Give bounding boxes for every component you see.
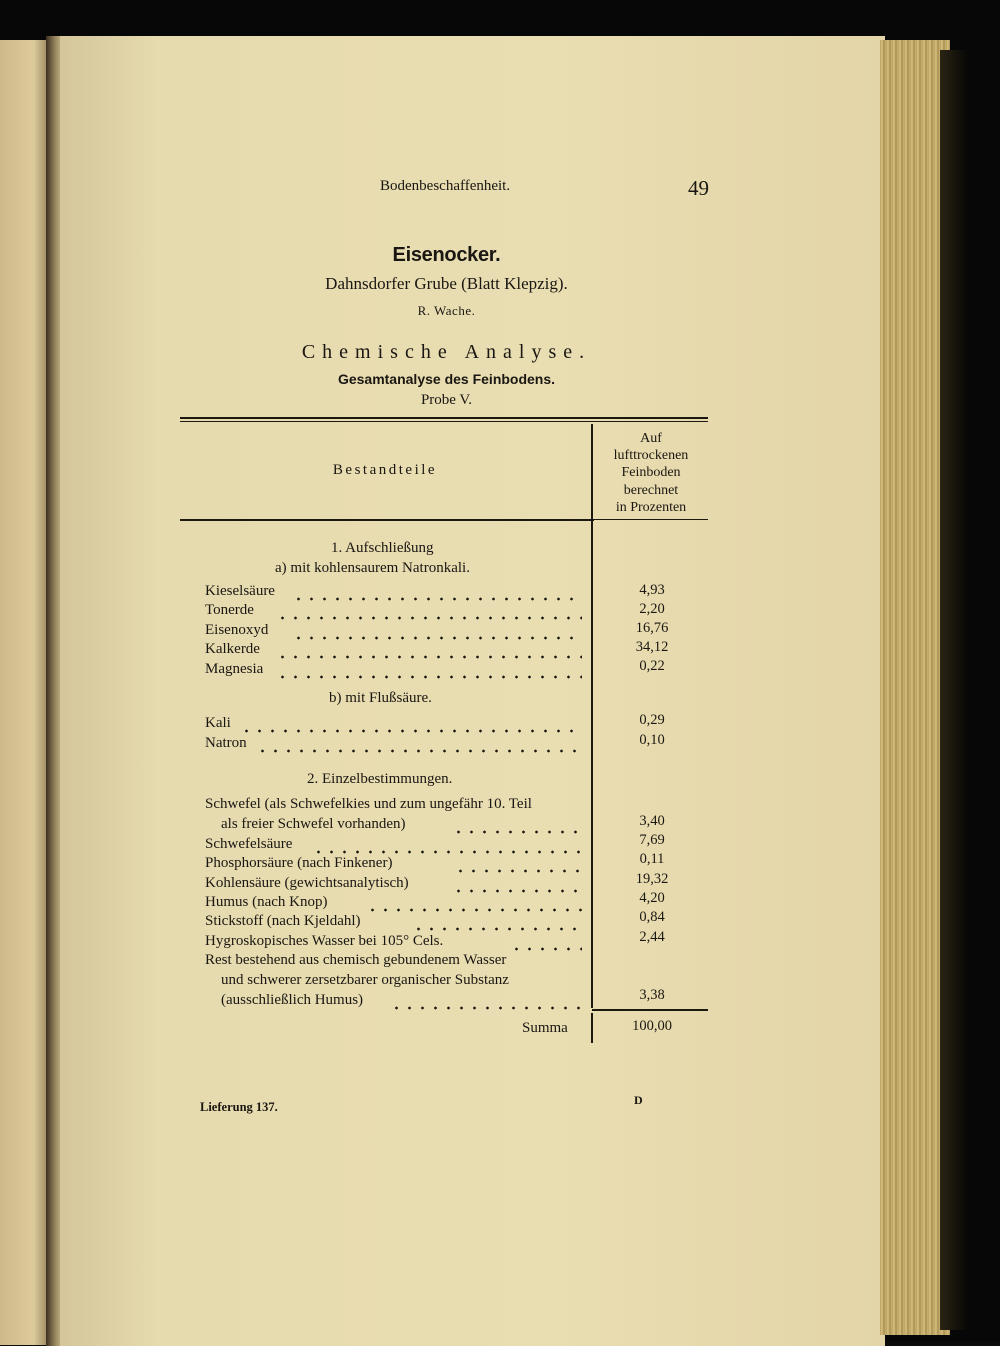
page-title: Eisenocker. <box>392 244 501 266</box>
table-row-value: 0,11 <box>639 851 665 867</box>
table-row-value: 0,29 <box>639 712 665 728</box>
table-row-label: Hygroskopisches Wasser bei 105° Cels. <box>205 933 444 949</box>
sample-label: Probe V. <box>420 392 473 408</box>
table-row-value: 0,10 <box>639 732 665 748</box>
dot-leader <box>276 616 582 620</box>
table-row-label: Schwefel (als Schwefelkies und zum ungefähr 10. Teil <box>205 796 532 812</box>
table-row-label: Kalkerde <box>205 641 260 657</box>
dot-leader <box>240 729 582 733</box>
facing-page-edge <box>0 40 48 1345</box>
table-row-value: 34,12 <box>635 639 669 655</box>
dot-leader <box>452 830 582 834</box>
table-row-label: Schwefelsäure <box>205 836 293 852</box>
table-row-label: Phosphorsäure (nach Finkener) <box>205 855 393 871</box>
location-subtitle: Dahnsdorfer Grube (Blatt Klepzig). <box>325 274 568 293</box>
table-row-label: Rest bestehend aus chemisch gebundenem Wasser <box>205 952 507 968</box>
table-row-value: 4,93 <box>639 582 665 598</box>
dot-leader <box>312 850 582 854</box>
table-row-label: Kohlensäure (gewichtsanalytisch) <box>205 875 409 891</box>
page-number: 49 <box>688 176 709 200</box>
table-row-value: 2,44 <box>639 929 665 945</box>
column-header-line: Feinboden <box>621 465 681 481</box>
group-heading: 2. Einzelbestimmungen. <box>307 771 453 787</box>
dot-leader <box>276 655 582 659</box>
footer-signature-mark: D <box>634 1093 643 1107</box>
table-row-label-continued: und schwerer zersetzbarer organischer Substanz <box>221 972 509 988</box>
column-header-constituents: Bestandteile <box>332 462 438 478</box>
cover-shadow <box>940 50 970 1330</box>
footer-delivery: Lieferung 137. <box>200 1100 278 1114</box>
dot-leader <box>256 749 582 753</box>
table-row-value: 0,84 <box>639 909 665 925</box>
dot-leader <box>276 675 582 679</box>
running-head: Bodenbeschaffenheit. <box>380 178 511 194</box>
table-row-label-continued: als freier Schwefel vorhanden) <box>221 816 406 832</box>
table-row-label: Tonerde <box>205 602 254 618</box>
group-heading: b) mit Flußsäure. <box>329 690 432 706</box>
table-row-value: 3,40 <box>639 813 665 829</box>
dot-leader <box>454 869 582 873</box>
table-top-rule-1 <box>180 417 708 419</box>
table-row-value: 19,32 <box>635 871 669 887</box>
column-header-line: in Prozenten <box>615 499 687 515</box>
table-row-label: Magnesia <box>205 661 264 677</box>
column-header-line: berechnet <box>623 482 679 498</box>
group-heading: 1. Aufschließung <box>331 540 434 556</box>
table-row-label: Natron <box>205 735 247 751</box>
table-row-label: Kieselsäure <box>205 583 275 599</box>
dot-leader <box>390 1006 582 1010</box>
table-row-label-continued: (ausschließlich Humus) <box>221 992 364 1008</box>
column-header-line: Auf <box>640 431 662 446</box>
table-top-rule-2 <box>180 421 708 422</box>
dot-leader <box>452 889 582 893</box>
column-header-line: lufttrockenen <box>613 448 689 464</box>
dot-leader <box>366 908 582 912</box>
sum-column-divider <box>591 1013 593 1043</box>
dot-leader <box>510 947 582 951</box>
dot-leader <box>412 927 582 931</box>
table-header-rule <box>180 519 594 521</box>
section-heading: Chemische Analyse. <box>301 341 592 363</box>
dot-leader <box>292 597 582 601</box>
table-row-label: Kali <box>205 715 231 731</box>
sum-label: Summa <box>522 1020 568 1036</box>
table-header-rule-right <box>592 519 708 520</box>
table-row-value: 2,20 <box>639 601 665 617</box>
table-row-value: 7,69 <box>639 832 665 848</box>
subsection-heading: Gesamtanalyse des Feinbodens. <box>337 371 556 387</box>
table-row-value: 16,76 <box>635 620 669 636</box>
group-heading: a) mit kohlensaurem Natronkali. <box>275 560 470 576</box>
dot-leader <box>292 636 582 640</box>
author-line: R. Wache. <box>417 303 476 318</box>
sum-value: 100,00 <box>632 1018 672 1034</box>
table-row-value: 4,20 <box>639 890 665 906</box>
sum-rule <box>592 1009 708 1011</box>
column-header-percent <box>597 430 705 516</box>
book-page <box>60 36 885 1346</box>
table-row-value: 0,22 <box>639 658 665 674</box>
table-row-value: 3,38 <box>639 987 665 1003</box>
table-column-divider <box>591 424 593 1008</box>
table-row-label: Eisenoxyd <box>205 622 269 638</box>
table-row-label: Humus (nach Knop) <box>205 894 328 910</box>
table-row-label: Stickstoff (nach Kjeldahl) <box>205 913 361 929</box>
